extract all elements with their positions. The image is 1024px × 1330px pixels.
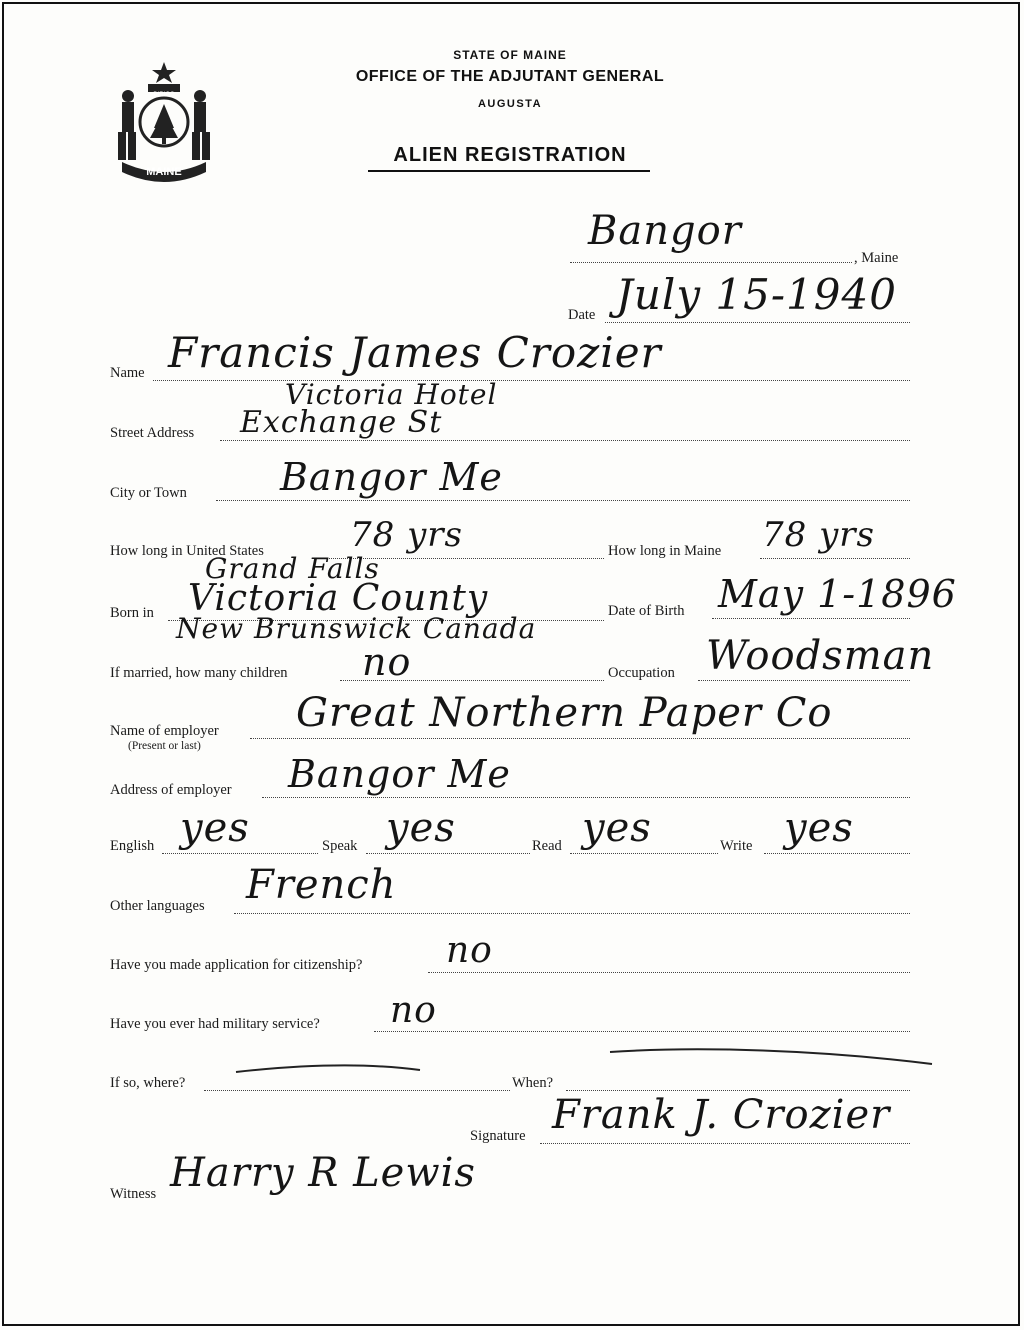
- witness-label: Witness: [110, 1186, 157, 1202]
- citizenship-entry: no: [446, 930, 493, 971]
- name-entry: Francis James Crozier: [168, 328, 662, 377]
- english-label: English: [110, 838, 155, 854]
- employer-address-entry: Bangor Me: [288, 752, 511, 796]
- signature-entry: Frank J. Crozier: [552, 1092, 891, 1138]
- dob-entry: May 1-1896: [718, 572, 957, 616]
- military-entry: no: [390, 990, 437, 1031]
- header-state: STATE OF MAINE: [453, 48, 567, 62]
- name-label: Name: [110, 365, 145, 381]
- write-label: Write: [720, 838, 753, 854]
- maine-duration-label: How long in Maine: [608, 543, 722, 559]
- other-languages-label: Other languages: [110, 898, 205, 914]
- when-label: When?: [512, 1075, 554, 1091]
- city-label: City or Town: [110, 485, 187, 501]
- svg-text:DIRIGO: DIRIGO: [153, 92, 175, 98]
- town-entry: Bangor: [588, 208, 742, 254]
- signature-line: [540, 1143, 910, 1144]
- header-office: OFFICE OF THE ADJUTANT GENERAL: [355, 68, 665, 85]
- where-label: If so, where?: [110, 1075, 186, 1091]
- date-entry: July 15-1940: [616, 270, 897, 319]
- employer-entry: Great Northern Paper Co: [296, 690, 833, 736]
- maine-label: , Maine: [854, 250, 899, 266]
- date-label: Date: [568, 307, 596, 323]
- form-title: ALIEN REGISTRATION: [393, 144, 627, 166]
- witness-entry: Harry R Lewis: [170, 1150, 476, 1196]
- english-entry: yes: [180, 805, 250, 851]
- employer-label: Name of employer: [110, 723, 219, 739]
- children-label: If married, how many children: [110, 665, 288, 681]
- us-duration-entry: 78 yrs: [350, 515, 463, 555]
- dob-label: Date of Birth: [608, 603, 685, 619]
- born-entry-line3: New Brunswick Canada: [176, 612, 537, 645]
- employer-note: (Present or last): [128, 740, 201, 752]
- occupation-label: Occupation: [608, 665, 675, 681]
- children-entry: no: [362, 640, 412, 684]
- svg-text:MAINE: MAINE: [146, 166, 182, 178]
- header-city: AUGUSTA: [477, 98, 543, 110]
- street-entry-line2: Exchange St: [240, 405, 443, 440]
- read-entry: yes: [582, 805, 652, 851]
- us-duration-label: How long in United States: [110, 543, 264, 559]
- occupation-entry: Woodsman: [706, 633, 935, 679]
- city-entry: Bangor Me: [280, 455, 503, 499]
- when-dash-stroke: [610, 1049, 932, 1064]
- speak-label: Speak: [322, 838, 358, 854]
- street-label: Street Address: [110, 425, 195, 441]
- maine-duration-entry: 78 yrs: [762, 515, 875, 555]
- born-entry-line1: Grand Falls: [205, 552, 380, 585]
- born-entry-line2: Victoria County: [188, 578, 489, 619]
- signature-label: Signature: [470, 1128, 526, 1144]
- military-label: Have you ever had military service?: [110, 1016, 320, 1032]
- read-label: Read: [532, 838, 562, 854]
- born-label: Born in: [110, 605, 154, 621]
- other-languages-entry: French: [246, 862, 397, 908]
- employer-address-label: Address of employer: [110, 782, 232, 798]
- speak-entry: yes: [386, 805, 456, 851]
- where-dash-stroke: [236, 1066, 420, 1072]
- citizenship-label: Have you made application for citizenship?: [110, 957, 363, 973]
- street-entry-line1: Victoria Hotel: [285, 378, 498, 411]
- write-entry: yes: [784, 805, 854, 851]
